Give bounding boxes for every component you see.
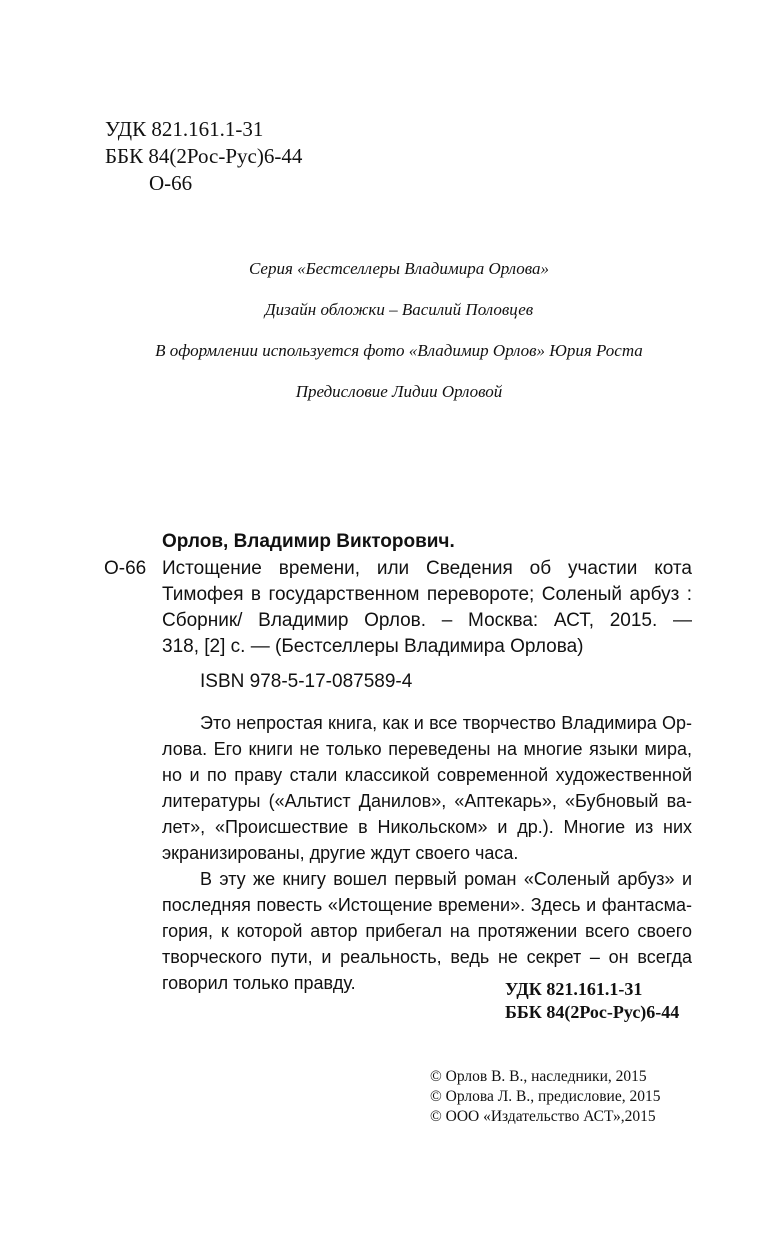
annotation-line: последняя повесть «Истощение времени». Здесь и фантасма- <box>162 895 692 915</box>
annotation-line: литературы («Альтист Данилов», «Аптекарь», «Бубновый ва- <box>162 791 692 811</box>
annotation-line: говорил только правду. <box>162 973 356 993</box>
bbk-code-bottom: ББК 84(2Рос-Рус)6-44 <box>505 1002 680 1022</box>
annotation-line: В эту же книгу вошел первый роман «Соленый арбуз» и <box>200 869 692 889</box>
udk-code: УДК 821.161.1-31 <box>105 117 264 141</box>
bib-line: Сборник/ Владимир Орлов. – Москва: АСТ, 2015. — <box>162 610 692 631</box>
photo-credit: В оформлении используется фото «Владимир Орлов» Юрия Роста <box>155 341 643 360</box>
cover-design-credit: Дизайн обложки – Василий Половцев <box>264 300 534 319</box>
annotation-line: лет», «Происшествие в Никольском» и др.). Многие из них <box>162 817 692 837</box>
bbk-code: ББК 84(2Рос-Рус)6-44 <box>105 144 303 168</box>
annotation-line: но и по праву стали классикой современной художественной <box>162 765 692 785</box>
copyright-line: © Орлов В. В., наследники, 2015 <box>430 1068 647 1085</box>
copyright-line: © ООО «Издательство АСТ»,2015 <box>430 1108 656 1125</box>
bib-line: Тимофея в государственном перевороте; Соленый арбуз : <box>162 584 692 605</box>
bib-author-mark: О-66 <box>104 558 147 579</box>
annotation-line: Это непростая книга, как и все творчество Владимира Ор- <box>200 713 692 733</box>
udk-code-bottom: УДК 821.161.1-31 <box>505 979 643 999</box>
copyright-line: © Орлова Л. В., предисловие, 2015 <box>430 1088 661 1105</box>
series-credit: Серия «Бестселлеры Владимира Орлова» <box>248 259 550 278</box>
isbn: ISBN 978-5-17-087589-4 <box>200 671 413 692</box>
annotation-line: гория, к которой автор прибегал на протяжении всего своего <box>162 921 692 941</box>
bib-line: Истощение времени, или Сведения об участии кота <box>162 558 692 579</box>
annotation-line: экранизированы, другие ждут своего часа. <box>162 843 519 863</box>
annotation-line: лова. Его книги не только переведены на многие языки мира, <box>162 739 692 759</box>
book-author: Орлов, Владимир Викторович. <box>162 531 455 552</box>
annotation-line: творческого пути, и реальность, ведь не секрет – он всегда <box>162 947 692 967</box>
author-mark: О-66 <box>149 171 193 195</box>
bib-line: 318, [2] с. — (Бестселлеры Владимира Орлова) <box>162 636 584 657</box>
foreword-credit: Предисловие Лидии Орловой <box>295 382 503 401</box>
